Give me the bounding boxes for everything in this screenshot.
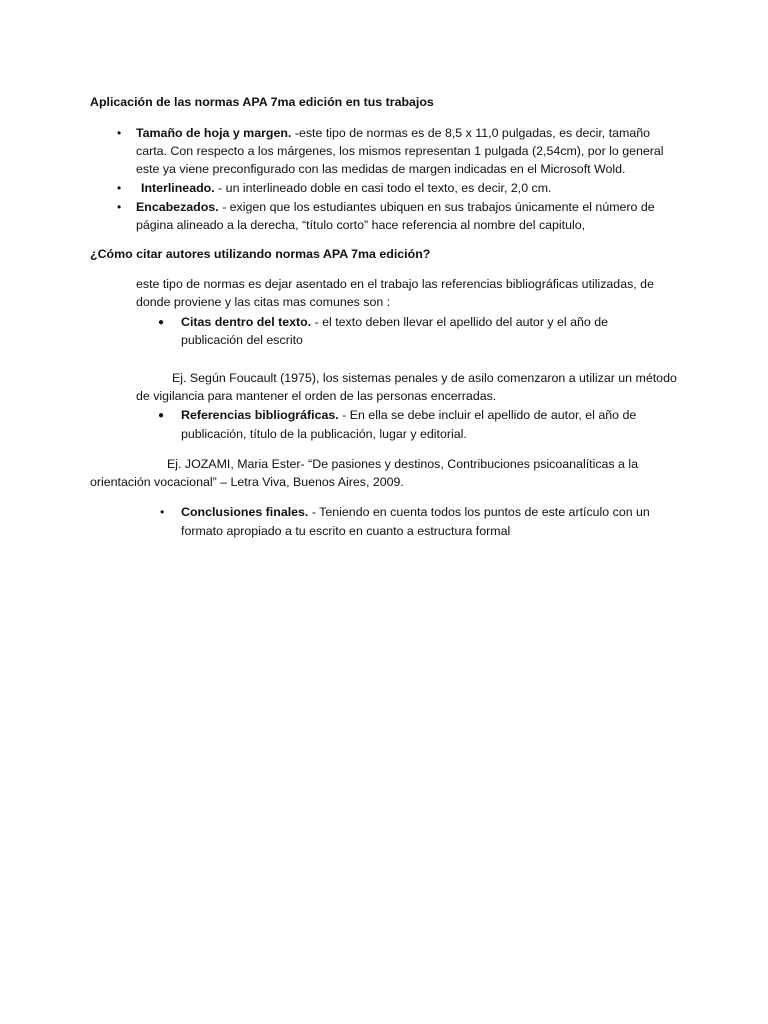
bullet-dot: ● bbox=[158, 317, 165, 328]
bullet-dot: ● bbox=[158, 410, 165, 421]
bullet-item-in-text-citations bbox=[181, 313, 608, 332]
bullet-title: Conclusiones finales. bbox=[181, 505, 309, 519]
bullet-item-line-spacing bbox=[141, 179, 551, 198]
example-line: orientación vocacional” – Letra Viva, Buenos Aires, 2009. bbox=[90, 475, 404, 489]
bullet-text: - En ella se debe incluir el apellido de autor, el año de bbox=[338, 408, 637, 422]
bullet-title: Interlineado. bbox=[141, 181, 215, 195]
intro-line: donde proviene y las citas mas comunes son : bbox=[136, 295, 391, 309]
example-line: Ej. JOZAMI, Maria Ester- “De pasiones y destinos, Contribuciones psicoanalíticas a la bbox=[167, 457, 639, 471]
bullet-dot: • bbox=[117, 181, 122, 195]
bullet-text: - el texto deben llevar el apellido del autor y el año de bbox=[311, 315, 609, 329]
bullet-text-line: este ya viene preconfigurado con las medidas de margen indicadas en el Microsoft Wold. bbox=[136, 162, 626, 176]
bullet-text-line: publicación del escrito bbox=[181, 333, 303, 347]
example-line: de vigilancia para mantener el orden de las personas encerradas. bbox=[136, 389, 497, 403]
bullet-item-bibliographic-references bbox=[181, 406, 636, 425]
bullet-text: - Teniendo en cuenta todos los puntos de este artículo con un bbox=[308, 505, 650, 519]
bullet-text: - un interlineado doble en casi todo el texto, es decir, 2,0 cm. bbox=[214, 181, 552, 195]
heading-apa-application: Aplicación de las normas APA 7ma edición en tus trabajos bbox=[90, 95, 434, 109]
bullet-text-line: publicación, título de la publicación, lugar y editorial. bbox=[181, 427, 467, 441]
bullet-item-size-margin bbox=[136, 124, 650, 143]
bullet-text-line: carta. Con respecto a los márgenes, los mismos representan 1 pulgada (2,54cm), por lo general bbox=[136, 144, 664, 158]
bullet-title: Encabezados. bbox=[136, 200, 219, 214]
example-line: Ej. Según Foucault (1975), los sistemas penales y de asilo comenzaron a utilizar un método bbox=[172, 371, 677, 385]
intro-line: este tipo de normas es dejar asentado en el trabajo las referencias bibliográficas utilizadas, de bbox=[136, 277, 654, 291]
bullet-item-conclusions bbox=[181, 503, 650, 522]
bullet-text-line: formato apropiado a tu escrito en cuanto a estructura formal bbox=[181, 524, 511, 538]
heading-cite-authors: ¿Cómo citar autores utilizando normas APA 7ma edición? bbox=[90, 247, 431, 261]
bullet-title: Citas dentro del texto. bbox=[181, 315, 312, 329]
bullet-text: -este tipo de normas es de 8,5 x 11,0 pulgadas, es decir, tamaño bbox=[291, 126, 651, 140]
bullet-text: - exigen que los estudiantes ubiquen en sus trabajos únicamente el número de bbox=[218, 200, 655, 214]
bullet-dot: • bbox=[160, 505, 165, 519]
bullet-title: Referencias bibliográficas. bbox=[181, 408, 339, 422]
bullet-dot: • bbox=[117, 126, 122, 140]
bullet-dot: • bbox=[117, 200, 122, 214]
bullet-title: Tamaño de hoja y margen. bbox=[136, 126, 292, 140]
bullet-item-headers bbox=[136, 198, 655, 217]
bullet-text-line: página alineado a la derecha, “título corto” hace referencia al nombre del capitulo, bbox=[136, 218, 586, 232]
